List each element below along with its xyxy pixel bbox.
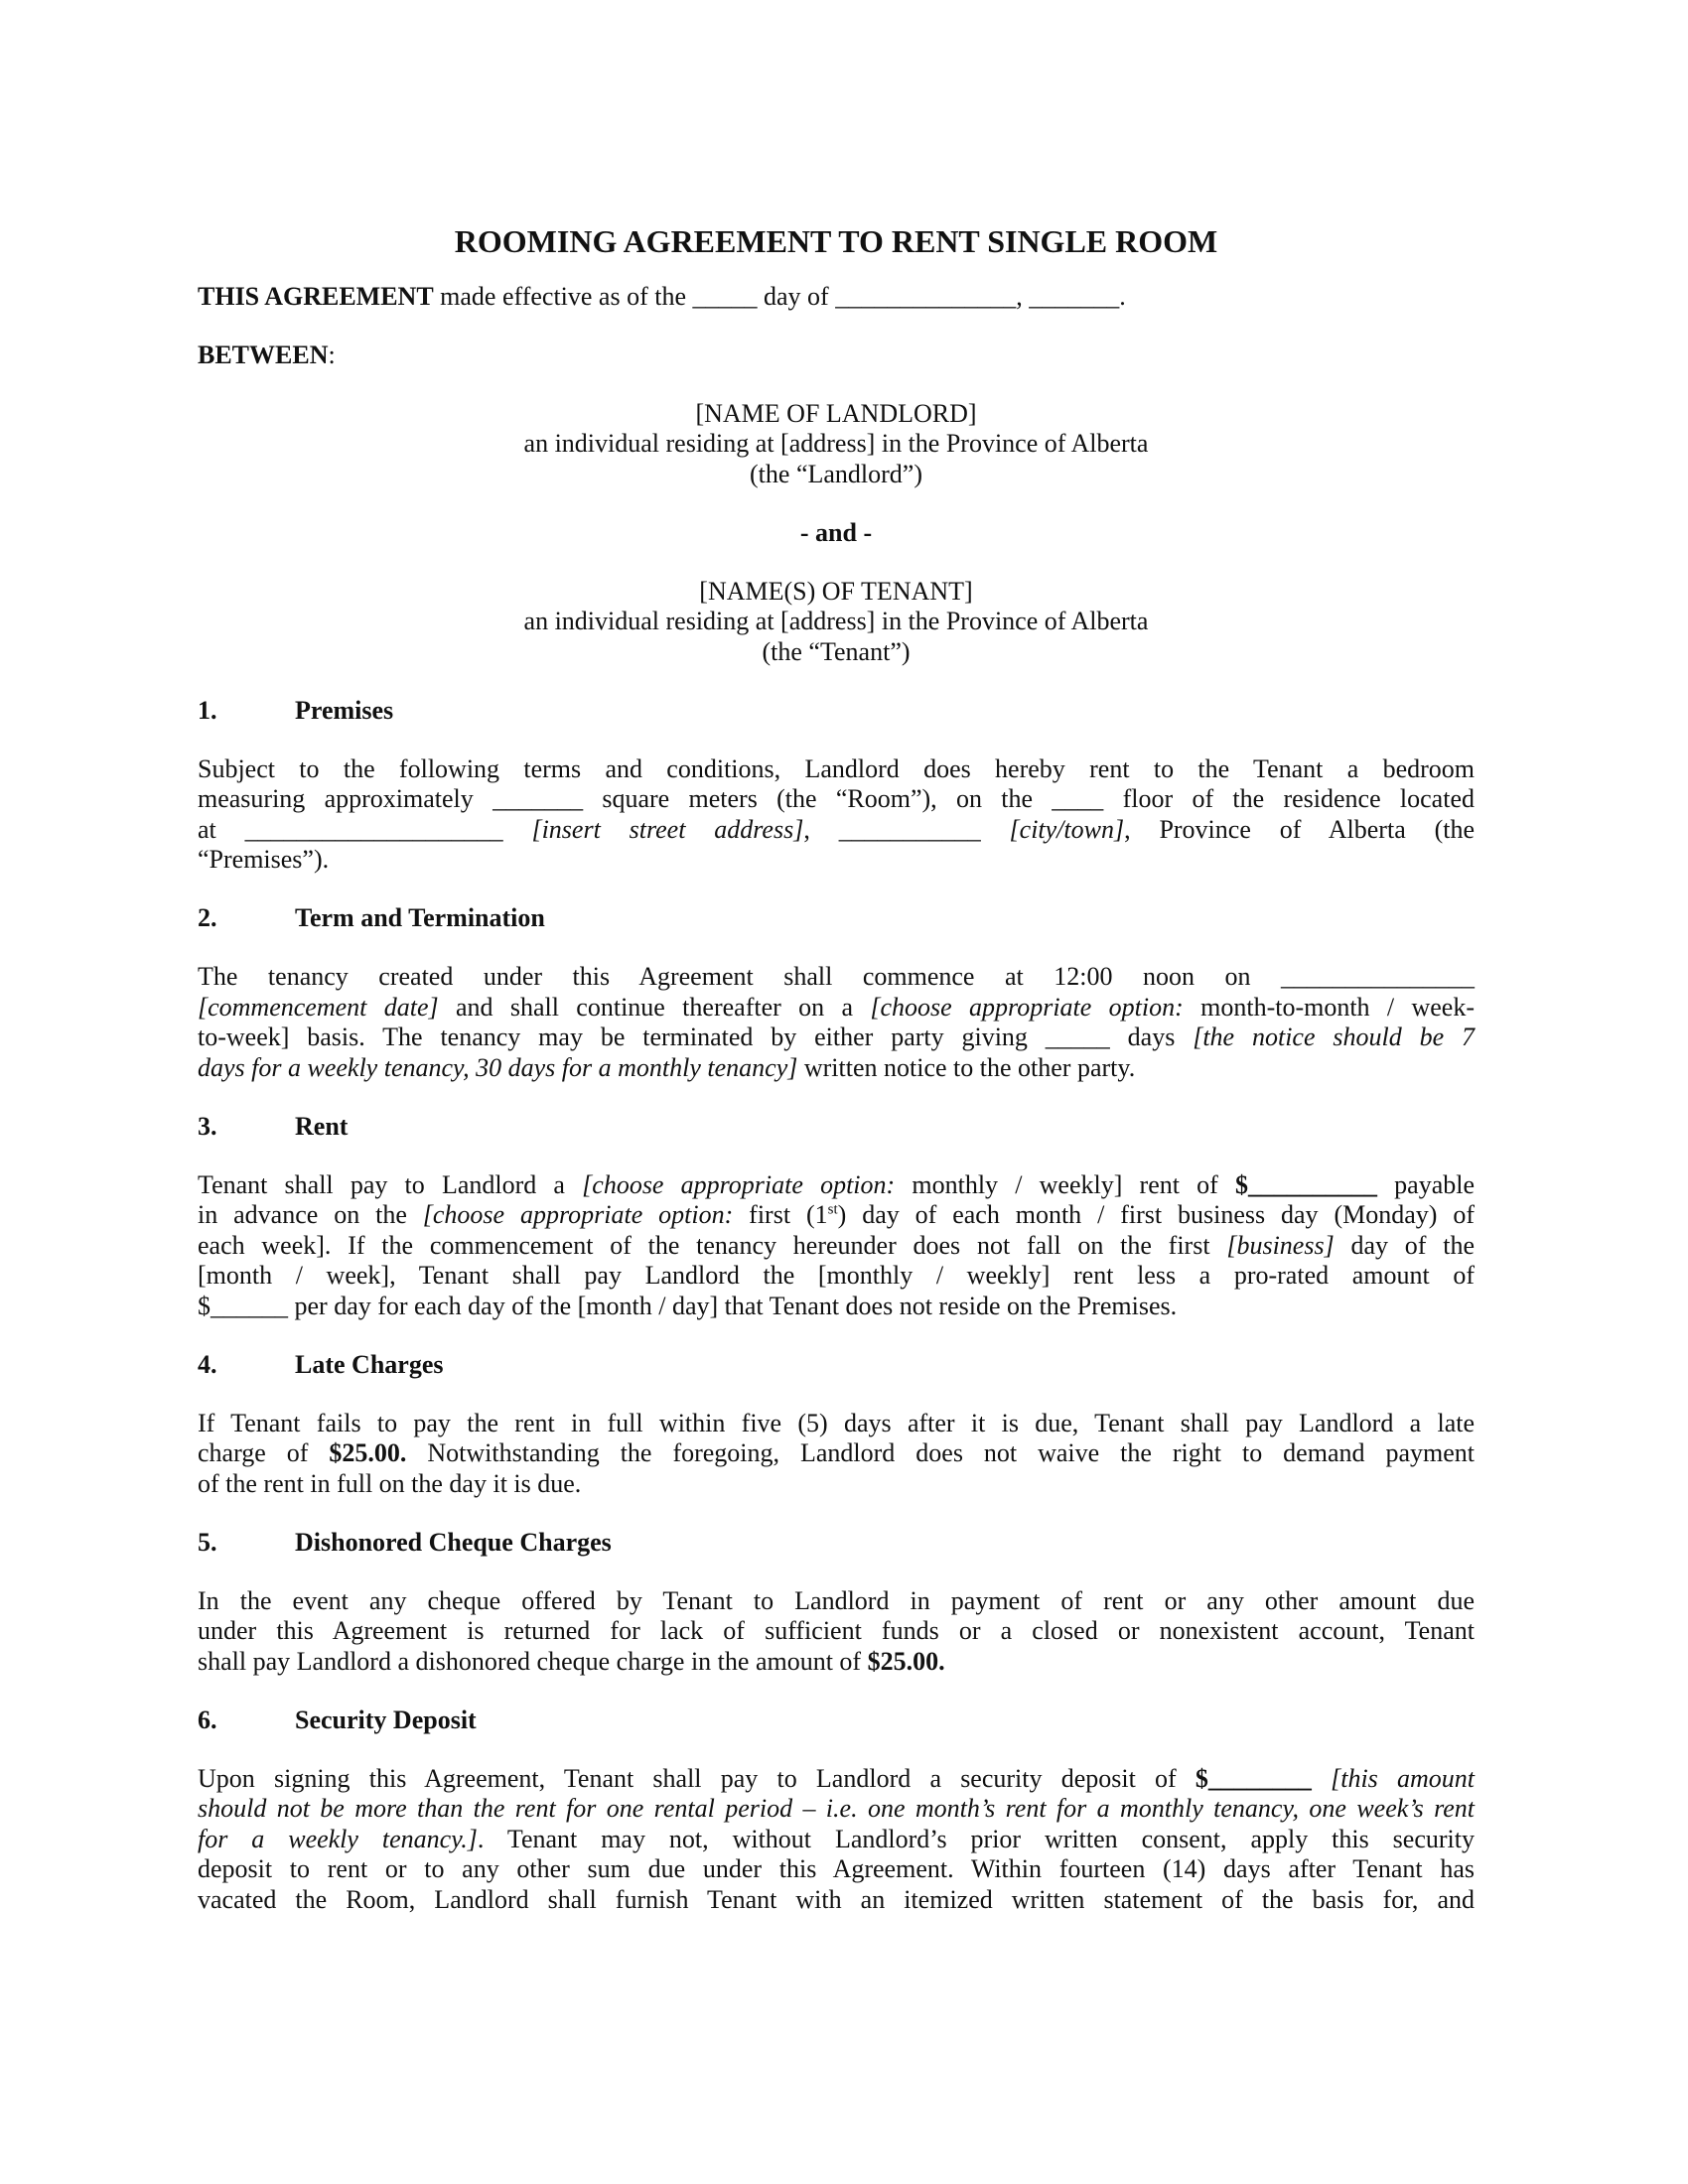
section-heading — [198, 1706, 1475, 1736]
italic-instruction: for a weekly tenancy.] — [198, 1824, 478, 1853]
paragraph-line — [198, 1885, 1475, 1916]
paragraph-line — [198, 845, 1475, 876]
paragraph-line — [198, 1261, 1475, 1292]
section-title: Dishonored Cheque Charges — [295, 1527, 612, 1557]
text-run — [1312, 1764, 1331, 1793]
sections — [198, 696, 1475, 1916]
section-number: 4. — [198, 1349, 217, 1379]
paragraph-line — [198, 1438, 1475, 1469]
section-number: 2. — [198, 903, 217, 932]
paragraph-line — [198, 1292, 1475, 1322]
section-title: Premises — [295, 695, 394, 725]
text-run: month-to-month / week- — [1183, 992, 1475, 1022]
paragraph-line — [198, 1469, 1475, 1500]
section-paragraph — [198, 754, 1475, 876]
paragraph-line — [198, 1854, 1475, 1885]
paragraph-line — [198, 1170, 1475, 1201]
text-run: charge of — [198, 1438, 330, 1467]
text-run: , Province of Alberta (the — [1124, 814, 1475, 844]
paragraph-line — [198, 1023, 1475, 1053]
text-run: payable — [1376, 1169, 1476, 1199]
tenant-name: [NAME(S) OF TENANT] — [699, 576, 973, 606]
italic-instruction: days for a weekly tenancy, 30 days for a monthly tenancy] — [198, 1052, 798, 1082]
landlord-address: an individual residing at [address] in the Province of Alberta — [523, 429, 1149, 458]
text-run: Upon signing this Agreement, Tenant shall pay to Landlord a security deposit of — [198, 1763, 1196, 1793]
italic-instruction: [business] — [1226, 1230, 1335, 1260]
text-run: measuring approximately _______ square meters (the “Room”), on the ____ floor of the residence located — [198, 784, 1475, 813]
section-paragraph — [198, 1586, 1475, 1678]
italic-instruction: [insert street address] — [531, 814, 804, 844]
text-run: . Tenant may not, without Landlord’s prior written consent, apply this security — [477, 1824, 1475, 1853]
italic-instruction: [commencement date] — [198, 992, 439, 1022]
landlord-party-block — [198, 399, 1475, 490]
bold-text: BETWEEN — [198, 340, 329, 369]
section-paragraph — [198, 962, 1475, 1083]
text-run: The tenancy created under this Agreement shall commence at 12:00 noon on _______________ — [198, 962, 1475, 991]
section-heading — [198, 1528, 1475, 1559]
paragraph-line — [198, 815, 1475, 846]
paragraph-line — [198, 1053, 1475, 1084]
paragraph-line — [198, 754, 1475, 785]
paragraph-line — [198, 1200, 1475, 1231]
document-title: ROOMING AGREEMENT TO RENT SINGLE ROOM — [454, 223, 1218, 259]
text-run: , ___________ — [803, 814, 1010, 844]
section-title: Late Charges — [295, 1349, 444, 1379]
text-run: [month / week], Tenant shall pay Landlord the [monthly / weekly] rent less a pro-rated amount of — [198, 1261, 1475, 1290]
text-run: day of the — [1334, 1230, 1475, 1260]
paragraph-line — [198, 993, 1475, 1024]
and-separator: - and - — [799, 517, 873, 547]
section-paragraph — [198, 1170, 1475, 1322]
paragraph-line — [198, 1616, 1475, 1647]
section-title: Rent — [295, 1111, 349, 1141]
text-run: at ____________________ — [198, 814, 532, 844]
tenant-role: (the “Tenant”) — [762, 636, 911, 666]
section-title: Security Deposit — [295, 1705, 477, 1734]
paragraph-line — [198, 1825, 1475, 1855]
text-run: monthly / weekly] rent of — [895, 1169, 1235, 1199]
between-label — [198, 341, 1475, 371]
paragraph-line — [198, 1647, 1475, 1678]
bold-text: THIS AGREEMENT — [198, 281, 434, 311]
bold-text: $25.00. — [329, 1438, 407, 1467]
section-number: 5. — [198, 1527, 217, 1557]
italic-instruction: [choose appropriate option: — [582, 1169, 896, 1199]
document-page — [198, 223, 1476, 1915]
paragraph-line — [198, 1409, 1475, 1439]
text-run: and shall continue thereafter on a — [438, 992, 871, 1022]
section-number: 6. — [198, 1705, 217, 1734]
section-heading — [198, 696, 1475, 727]
section-number: 3. — [198, 1111, 217, 1141]
bold-text: $________ — [1195, 1763, 1312, 1793]
section-title: Term and Termination — [295, 903, 545, 932]
section-number: 1. — [198, 695, 217, 725]
tenant-address: an individual residing at [address] in the Province of Alberta — [523, 607, 1149, 635]
paragraph-line — [198, 784, 1475, 815]
paragraph-line — [198, 1794, 1475, 1825]
text-run: If Tenant fails to pay the rent in full within five (5) days after it is due, Tenant shall pay Landlord a late — [198, 1408, 1475, 1437]
paragraph-line — [198, 1764, 1475, 1795]
italic-instruction: [choose appropriate option: — [870, 992, 1184, 1022]
superscript: st — [827, 1201, 838, 1218]
text-run: “Premises”). — [198, 845, 330, 874]
text-run: first (1 — [733, 1200, 828, 1229]
section-paragraph — [198, 1764, 1475, 1916]
text-run: each week]. If the commencement of the tenancy hereunder does not fall on the first — [198, 1230, 1227, 1260]
text-run: deposit to rent or to any other sum due under this Agreement. Within fourteen (14) days after Tenant has — [198, 1854, 1475, 1883]
tenant-party-block — [198, 577, 1475, 668]
text-run: Tenant shall pay to Landlord a — [198, 1169, 583, 1199]
section-paragraph — [198, 1409, 1475, 1500]
landlord-role: (the “Landlord”) — [750, 459, 922, 488]
text-run: : — [328, 340, 336, 369]
text-run: Notwithstanding the foregoing, Landlord does not waive the right to demand payment — [406, 1438, 1475, 1467]
text-run: ) day of each month / first business day (Monday) of — [837, 1200, 1475, 1229]
text-run: to-week] basis. The tenancy may be terminated by either party giving _____ days — [198, 1023, 1194, 1051]
agreement-intro — [198, 282, 1475, 313]
italic-instruction: should not be more than the rent for one rental period – i.e. one month’s rent for a monthly tenancy, one week’s rent — [198, 1794, 1475, 1823]
paragraph-line — [198, 1586, 1475, 1617]
section-heading — [198, 1112, 1475, 1143]
section-heading — [198, 903, 1475, 934]
italic-instruction: [choose appropriate option: — [422, 1200, 734, 1229]
landlord-name: [NAME OF LANDLORD] — [695, 398, 977, 428]
text-run: Subject to the following terms and conditions, Landlord does hereby rent to the Tenant a bedroom — [198, 753, 1475, 783]
text-run: vacated the Room, Landlord shall furnish Tenant with an itemized written statement of the basis for, and — [198, 1884, 1475, 1914]
italic-instruction: [city/town] — [1009, 814, 1125, 844]
bold-text: $25.00. — [867, 1646, 945, 1676]
paragraph-line — [198, 1231, 1475, 1262]
italic-instruction: [the notice should be 7 — [1193, 1023, 1475, 1051]
text-run: in advance on the — [198, 1200, 423, 1229]
text-run: of the rent in full on the day it is due. — [198, 1468, 582, 1498]
text-run: shall pay Landlord a dishonored cheque charge in the amount of — [198, 1646, 868, 1676]
text-run: $______ per day for each day of the [month / day] that Tenant does not reside on the Premises. — [198, 1291, 1178, 1320]
italic-instruction: [this amount — [1331, 1763, 1476, 1793]
text-run: In the event any cheque offered by Tenant to Landlord in payment of rent or any other amount due — [198, 1585, 1475, 1615]
text-run: written notice to the other party. — [797, 1052, 1136, 1082]
text-run: under this Agreement is returned for lack of sufficient funds or a closed or nonexistent account, Tenant — [198, 1616, 1475, 1645]
text-run: made effective as of the _____ day of ______________, _______. — [433, 281, 1126, 311]
bold-text: $__________ — [1234, 1169, 1377, 1199]
paragraph-line — [198, 962, 1475, 993]
section-heading — [198, 1350, 1475, 1381]
